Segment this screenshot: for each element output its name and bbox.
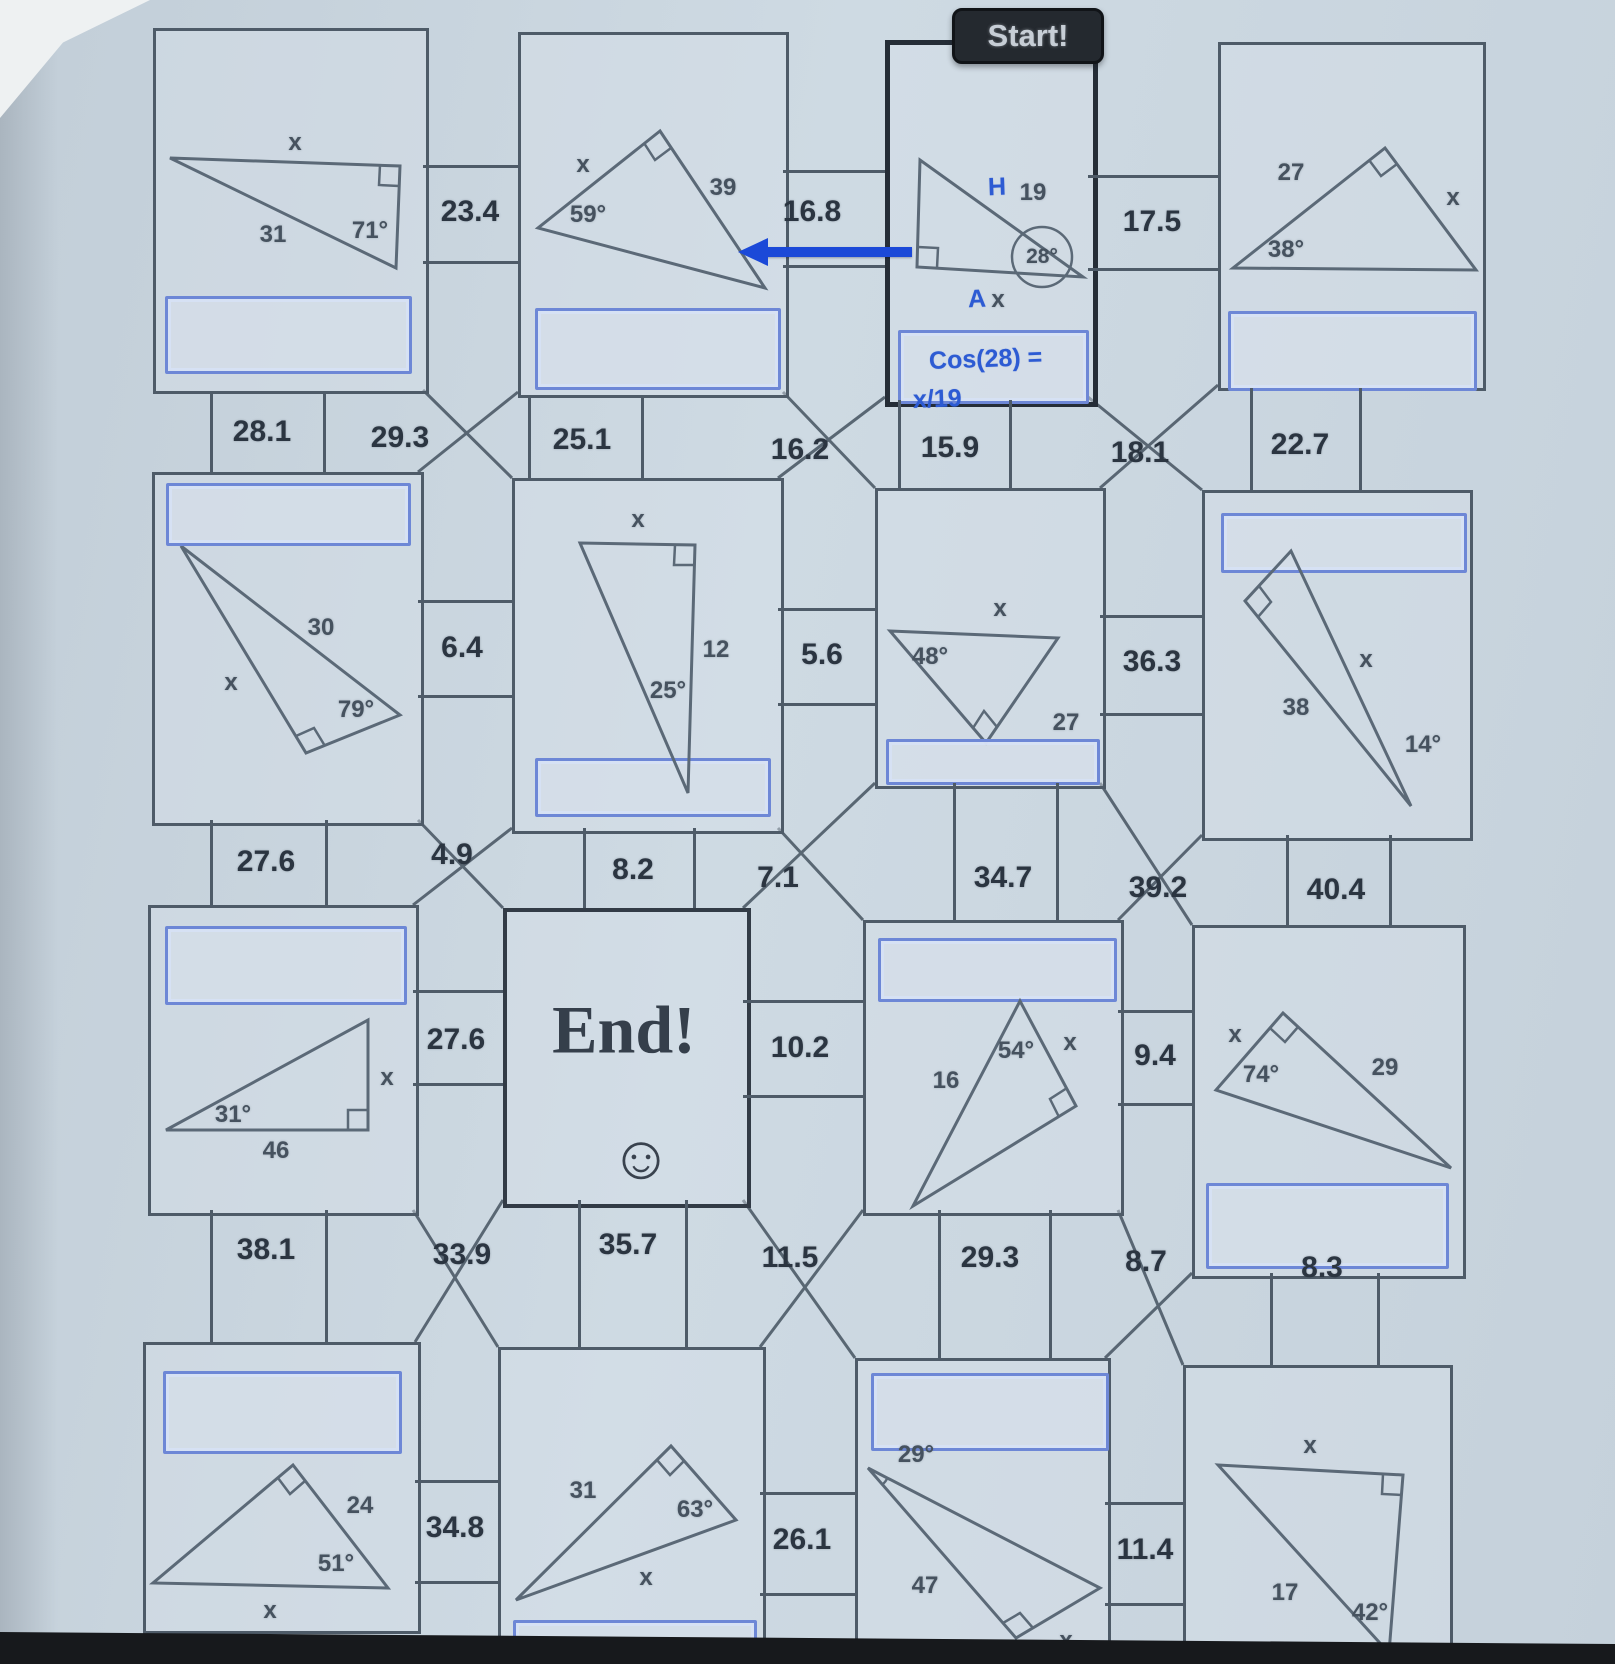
- end-box: [503, 908, 751, 1208]
- angle-label: 31°: [214, 1101, 252, 1128]
- angle-label: 42°: [1351, 1599, 1389, 1626]
- end-label: End!: [552, 991, 696, 1068]
- connector-value: 8.2: [612, 853, 654, 886]
- connector-channel: [938, 1210, 1052, 1358]
- problem-box-d1: [143, 1342, 421, 1634]
- angle-label: 51°: [317, 1550, 355, 1577]
- problem-box-b3: [875, 488, 1106, 789]
- connector-value: 6.4: [441, 631, 483, 664]
- connector-value: 28.1: [232, 415, 292, 448]
- side-label: 47: [911, 1572, 939, 1599]
- side-label: x: [1303, 1432, 1317, 1459]
- angle-label: 74°: [1242, 1061, 1280, 1088]
- work-line-2: x/19: [912, 384, 963, 414]
- side-label: x: [1359, 646, 1373, 673]
- angle-label: 14°: [1404, 731, 1442, 758]
- triangle-d4: [1186, 1368, 1450, 1664]
- angle-label: 29°: [897, 1441, 935, 1468]
- connector-value: 38.1: [236, 1233, 296, 1266]
- problem-box-a2: [518, 32, 789, 398]
- angle-label: 71°: [351, 217, 389, 244]
- connector-channel: [210, 1210, 328, 1342]
- side-label: x: [639, 1564, 653, 1591]
- side-label: 27: [1052, 709, 1080, 736]
- connector-value: 18.1: [1110, 436, 1170, 469]
- side-label: 31: [259, 221, 287, 248]
- connector-value: 8.3: [1301, 1251, 1343, 1284]
- connector-value: 27.6: [426, 1023, 486, 1056]
- hyp-letter: H: [987, 172, 1007, 202]
- answer-box-c3[interactable]: [878, 938, 1117, 1002]
- angle-label: 79°: [337, 696, 375, 723]
- problem-box-c3: [863, 920, 1124, 1216]
- side-label: x: [993, 595, 1007, 622]
- side-label: x: [380, 1064, 394, 1091]
- path-arrow-icon: [766, 247, 912, 257]
- problem-box-c4: [1192, 925, 1466, 1279]
- problem-box-start: [885, 40, 1098, 414]
- connector-value: 27.6: [236, 845, 296, 878]
- angle-label: 54°: [997, 1037, 1035, 1064]
- angle-label: 48°: [911, 643, 949, 670]
- problem-box-d3: [855, 1358, 1111, 1664]
- side-label: x: [224, 669, 238, 696]
- side-label: x: [991, 286, 1005, 313]
- connector-value: 7.1: [757, 861, 799, 894]
- connector-value: 40.4: [1306, 873, 1366, 906]
- side-label: 16: [932, 1067, 960, 1094]
- connector-value: 26.1: [772, 1523, 832, 1556]
- start-tab: Start!: [952, 8, 1104, 64]
- connector-value: 29.3: [370, 421, 430, 454]
- connector-value: 16.8: [782, 195, 842, 228]
- connector-value: 11.5: [761, 1241, 819, 1274]
- connector-value: 15.9: [920, 431, 980, 464]
- side-label: 27: [1277, 159, 1305, 186]
- angle-label: 25°: [649, 677, 687, 704]
- side-label: 46: [262, 1137, 290, 1164]
- connector-channel: [953, 783, 1059, 920]
- connector-value: 22.7: [1270, 428, 1330, 461]
- side-label: 39: [709, 174, 737, 201]
- connector-value: 4.9: [431, 838, 473, 871]
- side-label: 30: [307, 614, 335, 641]
- answer-box-b4[interactable]: [1221, 513, 1467, 573]
- answer-box-a2[interactable]: [535, 308, 781, 390]
- side-label: x: [263, 1597, 277, 1624]
- side-label: x: [1228, 1021, 1242, 1048]
- connector-value: 9.4: [1134, 1039, 1176, 1072]
- connector-value: 16.2: [770, 433, 830, 466]
- angle-label: 38°: [1267, 236, 1305, 263]
- answer-box-a1[interactable]: [165, 296, 412, 374]
- problem-box-b1: [152, 472, 424, 826]
- answer-box-c1[interactable]: [165, 926, 407, 1005]
- side-label: 31: [569, 1477, 597, 1504]
- side-label: 38: [1282, 694, 1310, 721]
- photo-edge-shadow: [0, 0, 58, 1664]
- side-label: 29: [1371, 1054, 1399, 1081]
- side-label: 19: [1019, 179, 1047, 206]
- connector-value: 35.7: [598, 1228, 658, 1261]
- connector-channel: [1270, 1273, 1380, 1365]
- side-label: 24: [346, 1492, 374, 1519]
- connector-value: 39.2: [1128, 871, 1188, 904]
- problem-box-b4: [1202, 490, 1473, 841]
- angle-label: 28°: [1026, 245, 1058, 268]
- problem-box-a4: [1218, 42, 1486, 391]
- connector-value: 23.4: [440, 195, 500, 228]
- connector-value: 11.4: [1116, 1533, 1174, 1566]
- angle-label: 63°: [676, 1496, 714, 1523]
- answer-box-d1[interactable]: [163, 1371, 402, 1454]
- side-label: x: [288, 129, 302, 156]
- connector-value: 25.1: [552, 423, 612, 456]
- connector-value: 8.7: [1125, 1245, 1167, 1278]
- connector-value: 10.2: [770, 1031, 830, 1064]
- side-label: x: [1446, 184, 1460, 211]
- problem-box-d4: [1183, 1365, 1453, 1664]
- answer-box-b3[interactable]: [886, 739, 1100, 785]
- side-label: 12: [702, 636, 730, 663]
- connector-value: 34.7: [973, 861, 1033, 894]
- answer-box-b1[interactable]: [166, 483, 411, 546]
- side-label: x: [631, 506, 645, 533]
- problem-box-a1: [153, 28, 429, 394]
- smiley-icon: ☺: [609, 1123, 673, 1193]
- connector-value: 36.3: [1122, 645, 1182, 678]
- side-label: x: [1063, 1029, 1077, 1056]
- triangle-d2: [501, 1350, 763, 1664]
- work-line-1: Cos(28) =: [928, 343, 1043, 375]
- connector-channel: [578, 1200, 688, 1347]
- side-label: 17: [1271, 1579, 1299, 1606]
- problem-box-c1: [148, 905, 419, 1216]
- connector-value: 5.6: [801, 638, 843, 671]
- connector-value: 34.8: [425, 1511, 485, 1544]
- angle-label: 59°: [569, 201, 607, 228]
- connector-value: 33.9: [432, 1238, 492, 1271]
- adj-letter: A: [967, 284, 987, 314]
- side-label: x: [576, 151, 590, 178]
- problem-box-d2: [498, 1347, 766, 1664]
- connector-value: 17.5: [1122, 205, 1182, 238]
- answer-box-d3[interactable]: [871, 1373, 1109, 1451]
- answer-box-start[interactable]: [898, 330, 1089, 414]
- path-arrow-head-icon: [738, 238, 768, 266]
- answer-box-a4[interactable]: [1228, 311, 1477, 391]
- connector-value: 29.3: [960, 1241, 1020, 1274]
- answer-box-b2[interactable]: [535, 758, 771, 817]
- problem-box-b2: [512, 478, 784, 834]
